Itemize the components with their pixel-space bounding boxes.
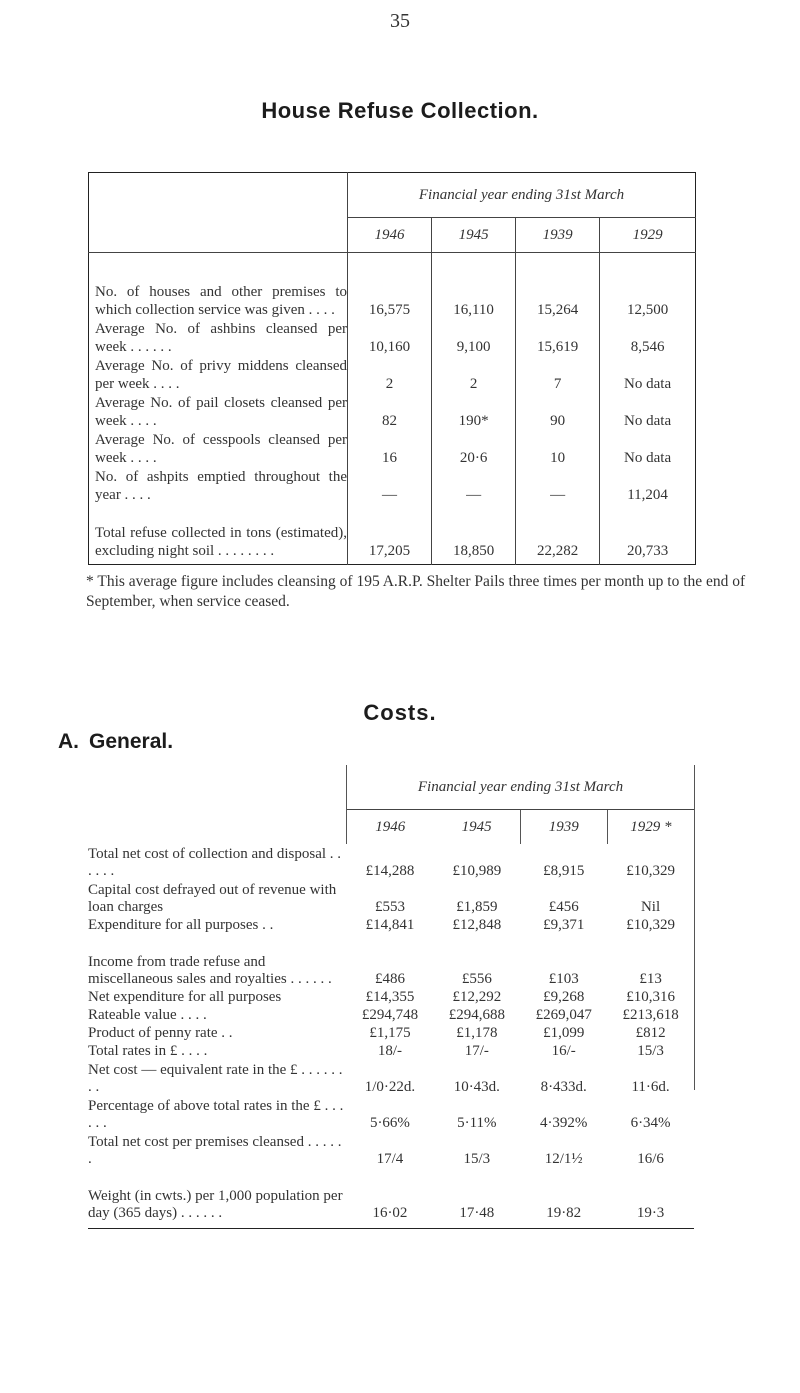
row-label: Total net cost of collection and disposal . . . . . . xyxy=(88,846,342,879)
cell-value: £294,688 xyxy=(448,1007,505,1023)
cell-value: 12/1½ xyxy=(544,1151,583,1167)
row-label: Product of penny rate . . xyxy=(88,1025,233,1041)
cell-value: 12,500 xyxy=(600,253,696,320)
cell-value: 82 xyxy=(348,393,432,430)
table-row xyxy=(88,1096,694,1132)
page-number: 35 xyxy=(390,10,410,32)
year-header: 1939 xyxy=(520,810,607,845)
row-label: Total rates in £ . . . . xyxy=(88,1043,208,1059)
table-row xyxy=(89,504,696,565)
table-row xyxy=(89,393,696,430)
table-row xyxy=(88,844,694,880)
cell-value: 17·48 xyxy=(459,1205,495,1221)
table-row xyxy=(88,934,694,988)
table-row xyxy=(88,988,694,1006)
table-row xyxy=(88,916,694,934)
cell-value: £9,371 xyxy=(543,917,585,933)
cell-value: £12,292 xyxy=(452,989,502,1005)
cell-value: £294,748 xyxy=(361,1007,419,1023)
table-row xyxy=(88,1060,694,1096)
row-label: No. of ashpits emptied throughout the year . . . . xyxy=(89,467,348,504)
row-label: Percentage of above total rates in the £ . . . . . . xyxy=(88,1098,344,1131)
row-label: Capital cost defrayed out of revenue with loan charges xyxy=(88,882,337,915)
cell-value: £553 xyxy=(374,899,405,915)
cell-value: £1,099 xyxy=(543,1025,585,1041)
table-row xyxy=(89,356,696,393)
cell-value: £14,355 xyxy=(365,989,415,1005)
cell-value: 190* xyxy=(432,393,516,430)
cell-value: Nil xyxy=(640,899,661,915)
row-label: Net cost — equivalent rate in the £ . . . . . . . . xyxy=(88,1062,343,1095)
footnote: * This average figure includes cleansing of 195 A.R.P. Shelter Pails three times per month up to the end of September, when service ceased. xyxy=(86,573,746,610)
costs-general-table xyxy=(88,765,694,1229)
cell-value: 11·6d. xyxy=(631,1079,670,1095)
cell-value: £1,178 xyxy=(456,1025,498,1041)
cell-value: 1/0·22d. xyxy=(364,1079,416,1095)
cell-value: 4·392% xyxy=(539,1115,588,1131)
row-label: Net expenditure for all purposes xyxy=(88,989,282,1005)
table-row xyxy=(89,467,696,504)
cell-value: 16/6 xyxy=(637,1151,664,1167)
cell-value: 15/3 xyxy=(463,1151,491,1167)
year-header: 1946 xyxy=(348,218,432,253)
row-label: Income from trade refuse and miscellaneous sales and royalties . . . . . . xyxy=(88,954,332,987)
cell-value: 8,546 xyxy=(630,339,665,355)
cell-value: No data xyxy=(624,376,672,392)
cell-value: 16/- xyxy=(551,1043,576,1059)
cell-value: 5·66% xyxy=(369,1115,410,1131)
cell-value: 15,264 xyxy=(516,253,600,320)
cell-value: £486 xyxy=(374,971,405,987)
cell-value: £14,288 xyxy=(365,863,415,879)
row-label: Total refuse collected in tons (estimated), excluding night soil . . . . . . . . xyxy=(89,504,348,565)
table-row xyxy=(89,253,696,320)
cell-value: 16,110 xyxy=(432,253,516,320)
table-row xyxy=(89,319,696,356)
cell-value: £1,175 xyxy=(369,1025,411,1041)
cell-value: £10,989 xyxy=(452,863,502,879)
refuse-collection-table xyxy=(88,172,696,565)
cell-value: 2 xyxy=(348,356,432,393)
cell-value: 8·433d. xyxy=(540,1079,587,1095)
cell-value: £14,841 xyxy=(365,917,415,933)
cell-value: — xyxy=(348,467,432,504)
section-heading xyxy=(58,730,183,754)
cell-value: 90 xyxy=(516,393,600,430)
cell-value: 22,282 xyxy=(516,504,600,565)
year-header: 1945 xyxy=(433,810,520,845)
cell-value: £9,268 xyxy=(543,989,585,1005)
page-title: House Refuse Collection. xyxy=(261,98,539,123)
cell-value: 2 xyxy=(432,356,516,393)
cell-value: £812 xyxy=(635,1025,666,1041)
table-row xyxy=(88,1006,694,1024)
year-header: 1946 xyxy=(347,810,434,845)
cell-value: £10,329 xyxy=(626,863,675,879)
row-label: Total net cost per premises cleansed . . . . . . xyxy=(88,1134,342,1167)
cell-value: 17/- xyxy=(464,1043,489,1059)
table-header-span: Financial year ending 31st March xyxy=(418,186,625,203)
cell-value: £13 xyxy=(639,971,662,987)
cell-value: £103 xyxy=(548,971,579,987)
row-label: Rateable value . . . . xyxy=(88,1007,207,1023)
cell-value: £10,316 xyxy=(626,989,675,1005)
cell-value: 16 xyxy=(348,430,432,467)
year-header: 1929 * xyxy=(607,810,694,845)
cell-value: 20,733 xyxy=(626,543,669,559)
section-letter: A. xyxy=(58,730,79,753)
row-label: Average No. of cesspools cleansed per week . . . . xyxy=(89,430,348,467)
cell-value: £10,329 xyxy=(626,917,675,933)
cell-value: 20·6 xyxy=(432,430,516,467)
cell-value: No data xyxy=(624,413,672,429)
table-row xyxy=(88,1024,694,1042)
year-header: 1929 xyxy=(600,218,696,253)
cell-value: £12,848 xyxy=(452,917,502,933)
table-corner xyxy=(88,765,347,844)
cell-value: 16,575 xyxy=(348,253,432,320)
cell-value: 7 xyxy=(516,356,600,393)
cell-value: £213,618 xyxy=(622,1007,679,1023)
cell-value: 9,100 xyxy=(432,319,516,356)
table-row xyxy=(88,1168,694,1229)
cell-value: 10 xyxy=(516,430,600,467)
table-corner xyxy=(89,173,348,253)
year-header: 1939 xyxy=(516,218,600,253)
costs-title: Costs. xyxy=(363,700,437,725)
cell-value: 16·02 xyxy=(372,1205,408,1221)
cell-value: 5·11% xyxy=(457,1115,497,1131)
cell-value: 19·3 xyxy=(636,1205,665,1221)
row-label: Average No. of pail closets cleansed per week . . . . xyxy=(89,393,348,430)
year-header: 1945 xyxy=(432,218,516,253)
table-header-span: Financial year ending 31st March xyxy=(347,765,695,810)
row-label: Average No. of ashbins cleansed per week . . . . . . xyxy=(89,319,348,356)
table-row xyxy=(88,880,694,916)
table-right-rule xyxy=(694,765,695,1090)
section-name: General. xyxy=(89,730,174,753)
row-label: No. of houses and other premises to which collection service was given . . . . xyxy=(89,253,348,320)
cell-value: £8,915 xyxy=(543,863,585,879)
cell-value: — xyxy=(516,467,600,504)
cell-value: 15,619 xyxy=(516,319,600,356)
cell-value: 6·34% xyxy=(630,1115,671,1131)
table-row xyxy=(88,1132,694,1168)
cell-value: 18,850 xyxy=(432,504,516,565)
row-label: Weight (in cwts.) per 1,000 population per day (365 days) . . . . . . xyxy=(88,1188,343,1221)
table-row xyxy=(89,430,696,467)
cell-value: £269,047 xyxy=(535,1007,592,1023)
cell-value: £556 xyxy=(461,971,492,987)
cell-value: 11,204 xyxy=(627,487,668,503)
table-row xyxy=(88,1042,694,1060)
row-label: Average No. of privy middens cleansed per week . . . . xyxy=(89,356,348,393)
cell-value: — xyxy=(432,467,516,504)
cell-value: 19·82 xyxy=(546,1205,582,1221)
cell-value: 10,160 xyxy=(348,319,432,356)
cell-value: No data xyxy=(624,450,672,466)
row-label: Expenditure for all purposes . . xyxy=(88,917,274,933)
cell-value: 15/3 xyxy=(637,1043,664,1059)
cell-value: 17,205 xyxy=(348,504,432,565)
cell-value: £1,859 xyxy=(456,899,498,915)
cell-value: £456 xyxy=(548,899,579,915)
cell-value: 10·43d. xyxy=(453,1079,500,1095)
cell-value: 17/4 xyxy=(376,1151,404,1167)
cell-value: 18/- xyxy=(377,1043,403,1059)
